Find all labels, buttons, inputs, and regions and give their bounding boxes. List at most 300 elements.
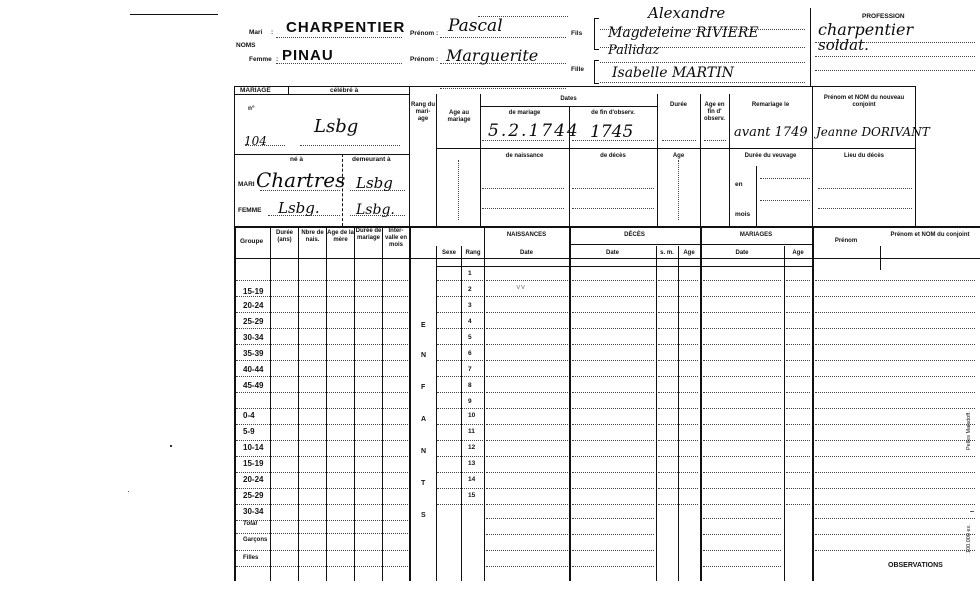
row-rule [437,280,483,281]
group-top-2: 20-24 [243,301,264,310]
row-rule [486,424,568,425]
rang-header: Rang [465,250,481,256]
row-rule [486,440,568,441]
row-rule [486,392,568,393]
mari-ne-value: Chartres [256,168,346,192]
row-rule [703,312,781,313]
row-rule [486,360,568,361]
row-rule [815,296,975,297]
row-rule [815,534,975,535]
row-rule [236,550,408,551]
enfants-letter-e: E [421,322,426,329]
row-rule [815,392,975,393]
v-prenom [812,226,814,581]
remariage-label: Remariage le [751,102,790,108]
row-rule [815,550,975,551]
group-top-6: 40-44 [243,365,264,374]
enfants-letter-a: A [421,416,427,423]
filles-label: Filles [243,555,259,561]
en-label: en [735,181,743,188]
row-rule [486,504,568,505]
row-rule [437,328,483,329]
v-prenom-split [880,246,881,270]
groupe-header: Groupe [240,238,264,245]
group-bottom-5: 20-24 [243,475,264,484]
rang-header-rule [436,266,812,267]
group-bottom-2: 5-9 [243,427,255,436]
mid-v-rang [436,94,437,226]
row-rule [486,566,568,567]
row-rule [437,296,483,297]
row-rule [703,296,781,297]
fille-label: Fille [571,66,585,73]
row-rule [437,392,483,393]
v-intervalle [409,226,411,581]
row-rule [815,518,975,519]
row-rule [703,566,781,567]
group-bottom-1: 0-4 [243,411,255,420]
mid-dots [818,208,912,209]
mid-dots [300,145,400,146]
row-rule [572,504,654,505]
row-rule [437,376,483,377]
mari-dem-value: Lsbg [356,174,393,192]
rang-5: 5 [468,334,472,341]
mariage-lieu: Lsbg [314,116,359,137]
mois-label: mois [735,211,751,218]
nouveau-conjoint-label: Prénom et NOM du nouveau conjoint [823,95,905,108]
header-dots [600,82,805,83]
mid-dots [662,140,696,141]
row-rule [703,360,781,361]
no-label: n° [248,105,255,112]
mid-dots [482,188,564,189]
mari-prenom: Pascal [448,16,503,36]
mid-dots [818,188,912,189]
colon: : [271,29,274,36]
de-deces-label: de décès [600,153,626,159]
row-rule [572,344,654,345]
row-rule [786,456,810,457]
row-rule [815,280,975,281]
mar-age-header: Age [792,250,804,256]
prenom-label-femme: Prénom : [410,56,439,63]
row-rule [236,504,408,505]
row-rule [815,360,975,361]
mari-name: CHARPENTIER [286,19,406,36]
row-rule [236,533,408,534]
remariage-rule [729,148,915,149]
row-rule [703,550,781,551]
celebre-label: célébré à [330,87,359,94]
femme-ne-value: Lsbg. [278,199,320,217]
header-divider [810,8,811,86]
row-rule [486,472,568,473]
duree-mariage-header: Durée de mariage [355,228,382,241]
demeurant-label: demeurant à [352,156,391,163]
row-rule [236,296,408,297]
row-rule [572,550,654,551]
enfants-letter-n: N [421,352,427,359]
row-rule [658,456,698,457]
row-rule [572,456,654,457]
mid-vdots [678,160,679,220]
row-rule [437,424,483,425]
header-dots [276,37,402,38]
row-rule [236,280,408,281]
mid-v-agefin [729,94,730,226]
row-rule [658,296,698,297]
deces-age-header: Age [683,250,695,256]
row-rule [786,280,810,281]
row-rule [572,566,654,567]
mid-dots [572,188,654,189]
row-rule [786,408,810,409]
row-rule [703,518,781,519]
v-sm [656,246,657,581]
row-rule [786,360,810,361]
row-rule [236,456,408,457]
naissances-header: NAISSANCES [506,232,547,238]
rang-2: 2 [468,286,472,293]
row-rule [572,376,654,377]
row-rule [786,376,810,377]
fils-line-3: Pallidaz [608,43,660,58]
row-rule [486,376,568,377]
mid-header-rule [480,106,657,107]
mid-dots [572,208,654,209]
row-rule [572,312,654,313]
row-rule [236,408,408,409]
row-rule [658,328,698,329]
row-rule [786,472,810,473]
fille-bracket [594,60,599,84]
row-rule [486,408,568,409]
date-fin-value: 1745 [590,122,634,142]
row-rule [236,424,408,425]
row-rule [786,424,810,425]
duree-label: Durée [669,102,687,108]
v-mar-age [784,246,785,581]
v-naiss [484,226,485,581]
nbre-naiss-header: Nbre de nais. [301,230,324,243]
row-rule [815,312,975,313]
row-rule [658,312,698,313]
de-naissance-label: de naissance [505,153,544,159]
row-rule [658,440,698,441]
group-top-1: 15-19 [243,287,264,296]
row-rule [572,392,654,393]
date-mariage-value: 5.2.1744 [488,121,580,141]
group-top-4: 30-34 [243,333,264,342]
row-rule [572,440,654,441]
mid-right-rule [915,86,916,226]
enfants-letter-f: F [421,384,426,391]
row-rule [572,328,654,329]
fils-line-1: Alexandre [648,4,726,22]
rang-13: 13 [468,460,476,467]
row-rule [437,488,483,489]
row-rule [786,328,810,329]
intervalle-header: Inter- valle en mois [384,228,407,248]
row-rule [815,440,975,441]
mid-vdots [458,160,459,220]
group-top-5: 35-39 [243,349,264,358]
rang-6: 6 [468,350,472,357]
age-mere-header: Age de la mère [327,230,354,243]
row-rule [703,376,781,377]
rang-7: 7 [468,366,472,373]
pencil-mark: ˅˅ [516,283,526,292]
row-rule [658,424,698,425]
row-rule [437,312,483,313]
fille-line: Isabelle MARTIN [612,65,734,81]
row-rule [437,408,483,409]
v-deces [569,226,571,581]
row-rule [658,280,698,281]
row-rule [486,518,568,519]
row-rule [572,488,654,489]
fils-bracket [594,18,599,50]
row-rule [437,472,483,473]
row-rule [815,328,975,329]
noms-label: NOMS [236,42,256,49]
row-rule [703,440,781,441]
row-rule [703,472,781,473]
lieu-deces-label: Lieu du décès [843,153,884,159]
nouveau-conjoint-value: Jeanne DORIVANT [816,125,930,139]
row-rule [572,408,654,409]
row-rule [236,392,408,393]
top-left-rule [130,14,218,15]
rang-9: 9 [468,398,472,405]
row-rule [236,360,408,361]
row-rule [786,504,810,505]
header-dots [815,56,975,57]
row-rule [658,504,698,505]
row-rule [236,472,408,473]
row-rule [815,376,975,377]
de-mariage-label: de mariage [508,110,541,116]
row-rule [486,550,568,551]
rang-15: 15 [468,492,476,499]
de-fin-label: de fin d'observ. [591,110,635,116]
deces-header: DÉCÈS [624,232,645,238]
row-rule [703,280,781,281]
row-rule [437,456,483,457]
header-dots [440,37,566,38]
age-au-mariage-label: Age au mariage [447,110,471,123]
mid-dots [482,208,564,209]
rang-mari-label: Rang du mari- age [411,102,435,122]
profession-1: charpentier [818,20,914,39]
row-rule [572,518,654,519]
deces-date-header: Date [605,250,619,256]
sexe-header: Sexe [441,250,456,256]
row-rule [486,312,568,313]
age-fin-label: Age en fin d' observ. [704,102,725,122]
row-rule [486,328,568,329]
row-rule [572,534,654,535]
rang-14: 14 [468,476,476,483]
row-rule [786,440,810,441]
scan-speck [128,491,129,492]
duree-veuvage-label: Durée du veuvage [744,153,797,159]
colon: : [276,56,279,63]
row-rule [658,392,698,393]
row-rule [703,408,781,409]
row-rule [236,344,408,345]
printer-text: Pelles Maisdoff. [966,411,972,450]
row-rule [486,344,568,345]
remariage-value: avant 1749 [734,125,808,140]
femme-dem-value: Lsbg. [356,202,395,218]
femme-row-label: FEMME [238,207,262,214]
header-dots [815,70,975,71]
row-rule [572,424,654,425]
row-rule [703,328,781,329]
row-rule [703,488,781,489]
rang-10: 10 [468,412,476,419]
mid-v-fin [657,94,658,226]
rang-8: 8 [468,382,472,389]
rang-3: 3 [468,302,472,309]
row-rule [236,566,408,567]
duree-ans-header: Durée (ans) [275,230,293,243]
row-rule [572,280,654,281]
mariage-title: MARIAGE [240,87,271,94]
row-rule [703,456,781,457]
fils-line-2: Magdeleine RIVIERE [608,25,759,41]
mariages-sub-rule [700,244,812,245]
femme-name: PINAU [282,47,334,64]
mid-v-mariage [409,86,410,226]
row-rule [658,472,698,473]
mari-row-label: MARI [238,181,255,188]
row-rule [815,344,975,345]
mar-date-header: Date [735,250,749,256]
row-rule [815,408,975,409]
row-rule [236,488,408,489]
rang-11: 11 [468,428,475,435]
row-rule [658,488,698,489]
femme-prenom: Marguerite [446,46,539,65]
group-bottom-3: 10-14 [243,443,264,452]
group-bottom-7: 30-34 [243,507,264,516]
mid-dots [760,178,810,179]
row-rule [437,504,483,505]
deces-sub-rule [569,244,700,245]
group-top-7: 45-49 [243,381,264,390]
profession-label: PROFESSION [862,13,905,20]
mid-left-rule [234,86,235,226]
row-rule [437,360,483,361]
naiss-date-header: Date [519,250,533,256]
row-rule [815,488,975,489]
conjoint-header: Prénom et NOM du conjoint [890,232,970,238]
row-rule [236,520,408,521]
row-rule [437,440,483,441]
dates-title: Dates [560,96,577,102]
v-mariages [700,226,702,581]
row-rule [486,456,568,457]
mariage-no-divider [288,86,289,94]
ne-a-label: né à [290,156,304,163]
row-rule [786,296,810,297]
row-rule [786,312,810,313]
row-rule [815,424,975,425]
row-rule [815,456,975,457]
ne-rule [234,154,409,155]
row-rule [486,280,568,281]
profession-2: soldat. [818,36,869,54]
observations-label: OBSERVATIONS [888,562,943,569]
row-rule [658,360,698,361]
row-rule [703,534,781,535]
group-bottom-6: 25-29 [243,491,264,500]
header-dots [600,62,805,63]
row-rule [658,376,698,377]
row-rule [786,344,810,345]
row-rule [786,392,810,393]
scan-speck [170,445,172,447]
garcons-label: Garçons [243,537,268,543]
rang-4: 4 [468,318,472,325]
mid-dots [704,140,726,141]
row-rule [572,472,654,473]
row-rule [786,488,810,489]
age-label: Age [672,153,685,159]
row-rule [486,488,568,489]
row-rule [486,534,568,535]
row-rule [703,344,781,345]
row-rule [658,408,698,409]
row-rule [236,376,408,377]
row-rule [236,312,408,313]
print-run-text: 100.000 ex. [966,524,972,553]
rang-1: 1 [468,270,472,277]
row-rule [236,328,408,329]
bottom-header-rule [234,258,980,259]
enfants-letter-t: T [421,480,426,487]
page-edge-mark [970,508,974,512]
enfants-letter-n2: N [421,448,427,455]
row-rule [572,296,654,297]
rang-12: 12 [468,444,476,451]
row-rule [437,344,483,345]
group-top-3: 25-29 [243,317,264,326]
row-rule [815,472,975,473]
mid-dots [760,200,810,201]
femme-label: Femme [249,56,272,63]
row-rule [572,360,654,361]
group-bottom-4: 15-19 [243,459,264,468]
mariages-header: MARIAGES [739,232,773,238]
row-rule [703,504,781,505]
row-rule [236,440,408,441]
row-rule [486,296,568,297]
total-label: Total [243,521,258,527]
mariage-number: 104 [244,134,267,148]
enfants-letter-s: S [421,512,426,519]
mid-bottom-rule [234,226,980,228]
prenom-label-mari: Prénom : [410,30,439,37]
sm-header: s. m. [660,250,674,256]
row-rule [815,504,975,505]
row-rule [658,344,698,345]
header-dots [440,88,566,89]
veuvage-divider [756,166,757,226]
